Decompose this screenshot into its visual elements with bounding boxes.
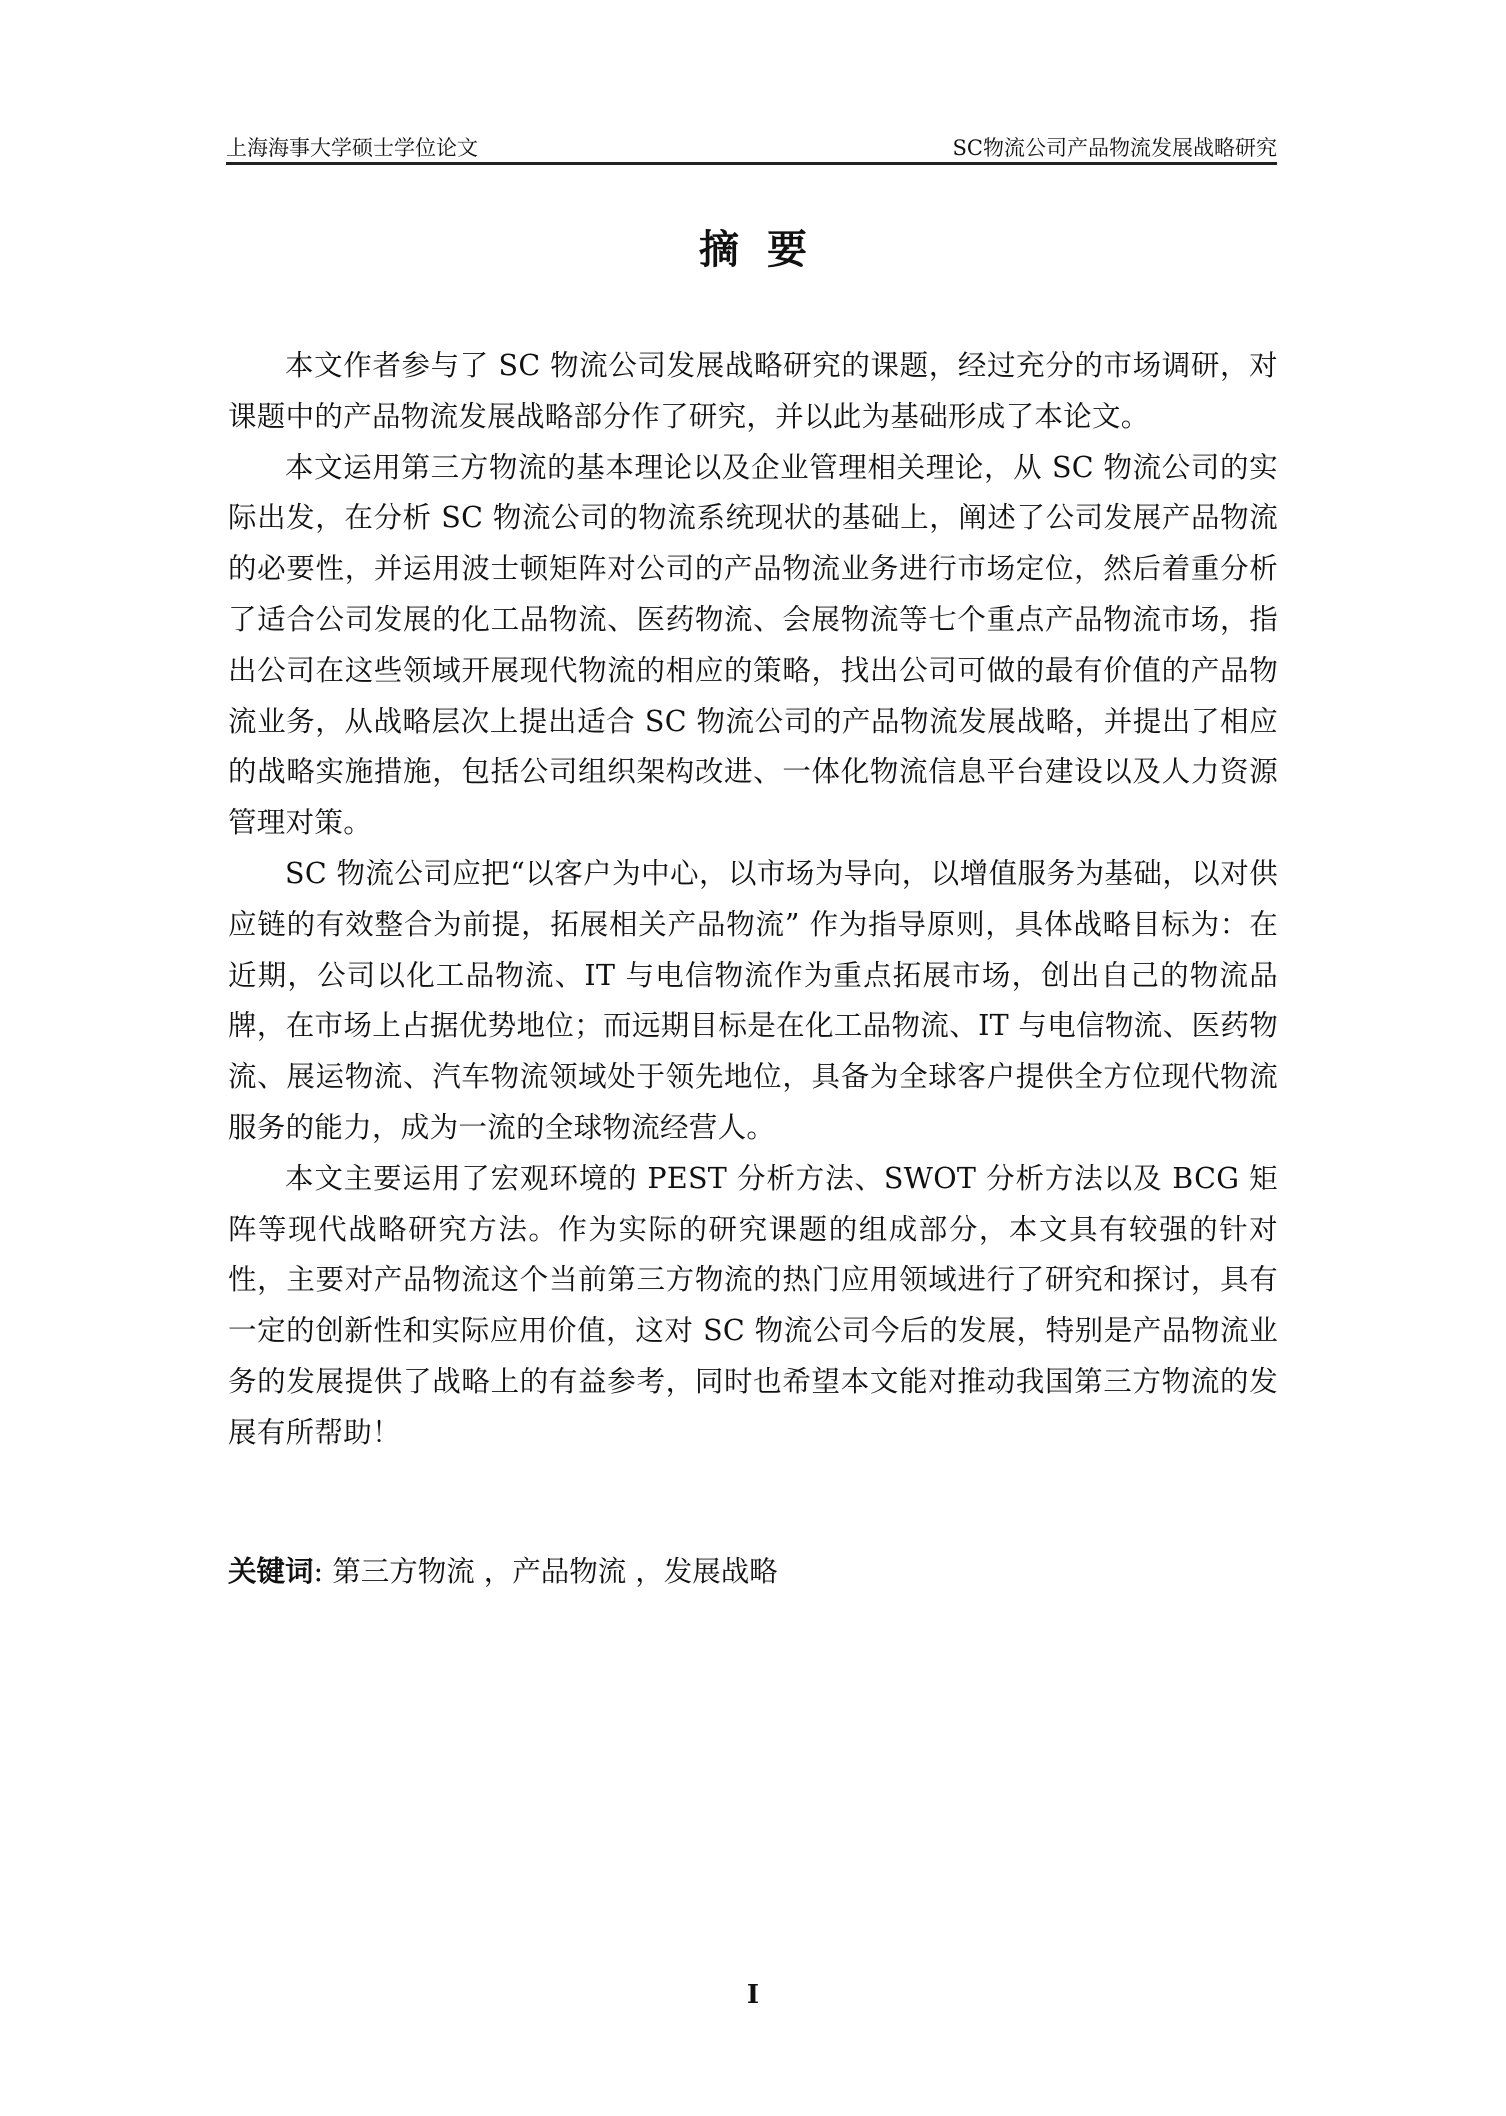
keywords-label: 关键词 (228, 1555, 314, 1588)
header-thesis-title: SC物流公司产品物流发展战略研究 (952, 136, 1277, 160)
keywords-items: 第三方物流 ，产品物流 ，发展战略 (332, 1555, 778, 1588)
keywords-separator: : (313, 1555, 333, 1588)
header-university: 上海海事大学硕士学位论文 (226, 136, 478, 160)
abstract-paragraph-1: 本文作者参与了 SC 物流公司发展战略研究的课题，经过充分的市场调研，对课题中的产品物流发展战略部分作了研究，并以此为基础形成了本论文。 (228, 349, 1278, 433)
abstract-paragraph-3: SC 物流公司应把“以客户为中心，以市场为导向，以增值服务为基础，以对供应链的有效整合为前提，拓展相关产品物流” 作为指导原则，具体战略目标为：在近期，公司以化工品物流、IT 与电信物流作为重点拓展市场，创出自己的物流品牌，在市场上占据优势地位；而远期目标是在化工品物流、IT 与电信物流、医药物流、展运物流、汽车物流领域处于领先地位，具备为全球客户提供全方位现代物流服务的能力，成为一流的全球物流经营人。 (228, 856, 1278, 1144)
abstract-body (228, 341, 1278, 1459)
page-number: I (746, 1980, 760, 2010)
abstract-title: 摘要 (699, 227, 835, 273)
running-header (226, 128, 1277, 165)
abstract-paragraph-4: 本文主要运用了宏观环境的 PEST 分析方法、SWOT 分析方法以及 BCG 矩阵等现代战略研究方法。作为实际的研究课题的组成部分，本文具有较强的针对性，主要对产品物流这个当前第三方物流的热门应用领域进行了研究和探讨，具有一定的创新性和实际应用价值，这对 SC 物流公司今后的发展，特别是产品物流业务的发展提供了战略上的有益参考，同时也希望本文能对推动我国第三方物流的发展有所帮助！ (228, 1161, 1278, 1449)
abstract-paragraph-2: 本文运用第三方物流的基本理论以及企业管理相关理论，从 SC 物流公司的实际出发，在分析 SC 物流公司的物流系统现状的基础上，阐述了公司发展产品物流的必要性，并运用波士顿矩阵对公司的产品物流业务进行市场定位，然后着重分析了适合公司发展的化工品物流、医药物流、会展物流等七个重点产品物流市场，指出公司在这些领域开展现代物流的相应的策略，找出公司可做的最有价值的产品物流业务，从战略层次上提出适合 SC 物流公司的产品物流发展战略，并提出了相应的战略实施措施，包括公司组织架构改进、一体化物流信息平台建设以及人力资源管理对策。 (228, 450, 1278, 840)
keywords-line (228, 1552, 778, 1592)
